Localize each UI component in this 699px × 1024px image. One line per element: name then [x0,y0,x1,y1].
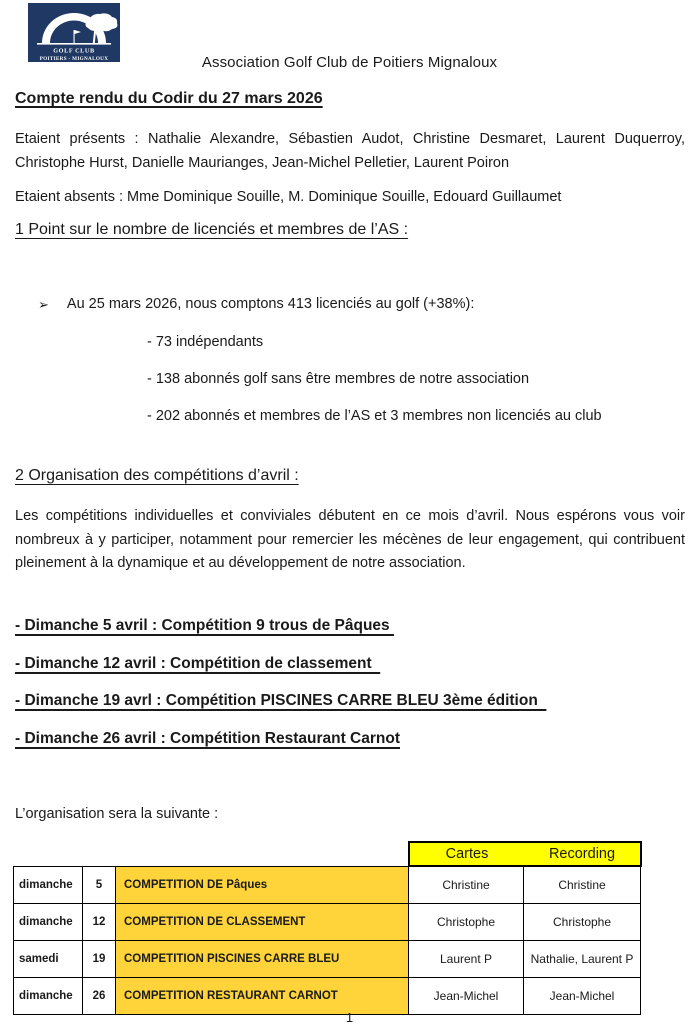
cell-date: 19 [83,941,116,978]
schedule-table-grid [13,841,642,1015]
cell-date: 26 [83,978,116,1015]
logo-club-city: POITIERS - MIGNALOUX [39,56,109,62]
table-row [14,978,641,1015]
cell-day: dimanche [14,978,83,1015]
section2-heading: 2 Organisation des compétitions d’avril : [15,467,299,484]
section2-paragraph: Les compétitions individuelles et conviviales débutent en ce mois d’avril. Nous espérons vous voir nombreux à y participer, notamment pour remercier les mécènes de leur engagement, qui contribuent pleinement à la dynamique et au développement de notre association. [15,508,685,571]
attendees-absent: Etaient absents : Mme Dominique Souille, M. Dominique Souille, Edouard Guillaumet [15,189,562,205]
event-piscines: - Dimanche 19 avrl : Compétition PISCINES CARRE BLEU 3ème édition [15,692,547,709]
column-header-recording: Recording [548,846,616,862]
table-header-cell [409,842,641,866]
table-row [14,941,641,978]
arrow-bullet-icon: ➢ [38,297,49,312]
cell-competition: COMPETITION RESTAURANT CARNOT [116,978,409,1015]
event-paques: - Dimanche 5 avril : Compétition 9 trous de Pâques [15,617,394,634]
cell-cartes: Christine [409,866,524,904]
cell-cartes: Christophe [409,904,524,941]
cell-day: dimanche [14,866,83,904]
cell-competition: COMPETITION DE Pâques [116,866,409,904]
cell-cartes: Jean-Michel [409,978,524,1015]
table-intro: L’organisation sera la suivante : [15,806,219,822]
cell-day: samedi [14,941,83,978]
cell-competition: COMPETITION DE CLASSEMENT [116,904,409,941]
cell-day: dimanche [14,904,83,941]
event-classement: - Dimanche 12 avril : Compétition de classement [15,655,381,672]
section1-heading: 1 Point sur le nombre de licenciés et membres de l’AS : [15,221,409,238]
cell-cartes: Laurent P [409,941,524,978]
cell-competition: COMPETITION PISCINES CARRE BLEU [116,941,409,978]
sub-item-abonnes-golf: - 138 abonnés golf sans être membres de notre association [147,371,530,387]
document-title: Association Golf Club de Poitiers Mignaloux [201,54,498,71]
attendees-present: Etaient présents : Nathalie Alexandre, Sébastien Audot, Christine Desmaret, Laurent Duquerroy, Christophe Hurst, Danielle Maurianges, Jean-Michel Pelletier, Laurent Poiron [15,131,685,171]
licencies-bullet [38,296,474,314]
report-heading: Compte rendu du Codir du 27 mars 2026 [15,90,323,107]
cell-recording: Nathalie, Laurent P [524,941,641,978]
sub-item-abonnes-as: - 202 abonnés et membres de l’AS et 3 membres non licenciés au club [147,408,602,424]
table-header-row [14,842,641,866]
schedule-table [13,841,642,1015]
cell-recording: Christine [524,866,641,904]
table-row [14,866,641,904]
sub-item-independants: - 73 indépendants [147,334,264,350]
table-row [14,904,641,941]
logo-club-name: GOLF CLUB [53,47,95,55]
cell-date: 5 [83,866,116,904]
table-header-spacer [14,842,409,866]
cell-recording: Christophe [524,904,641,941]
page-number: 1 [345,1010,354,1024]
column-header-cartes: Cartes [445,846,489,862]
licencies-bullet-text: Au 25 mars 2026, nous comptons 413 licenciés au golf (+38%): [66,296,475,312]
cell-date: 12 [83,904,116,941]
event-carnot: - Dimanche 26 avril : Compétition Restaurant Carnot [15,730,400,747]
cell-recording: Jean-Michel [524,978,641,1015]
